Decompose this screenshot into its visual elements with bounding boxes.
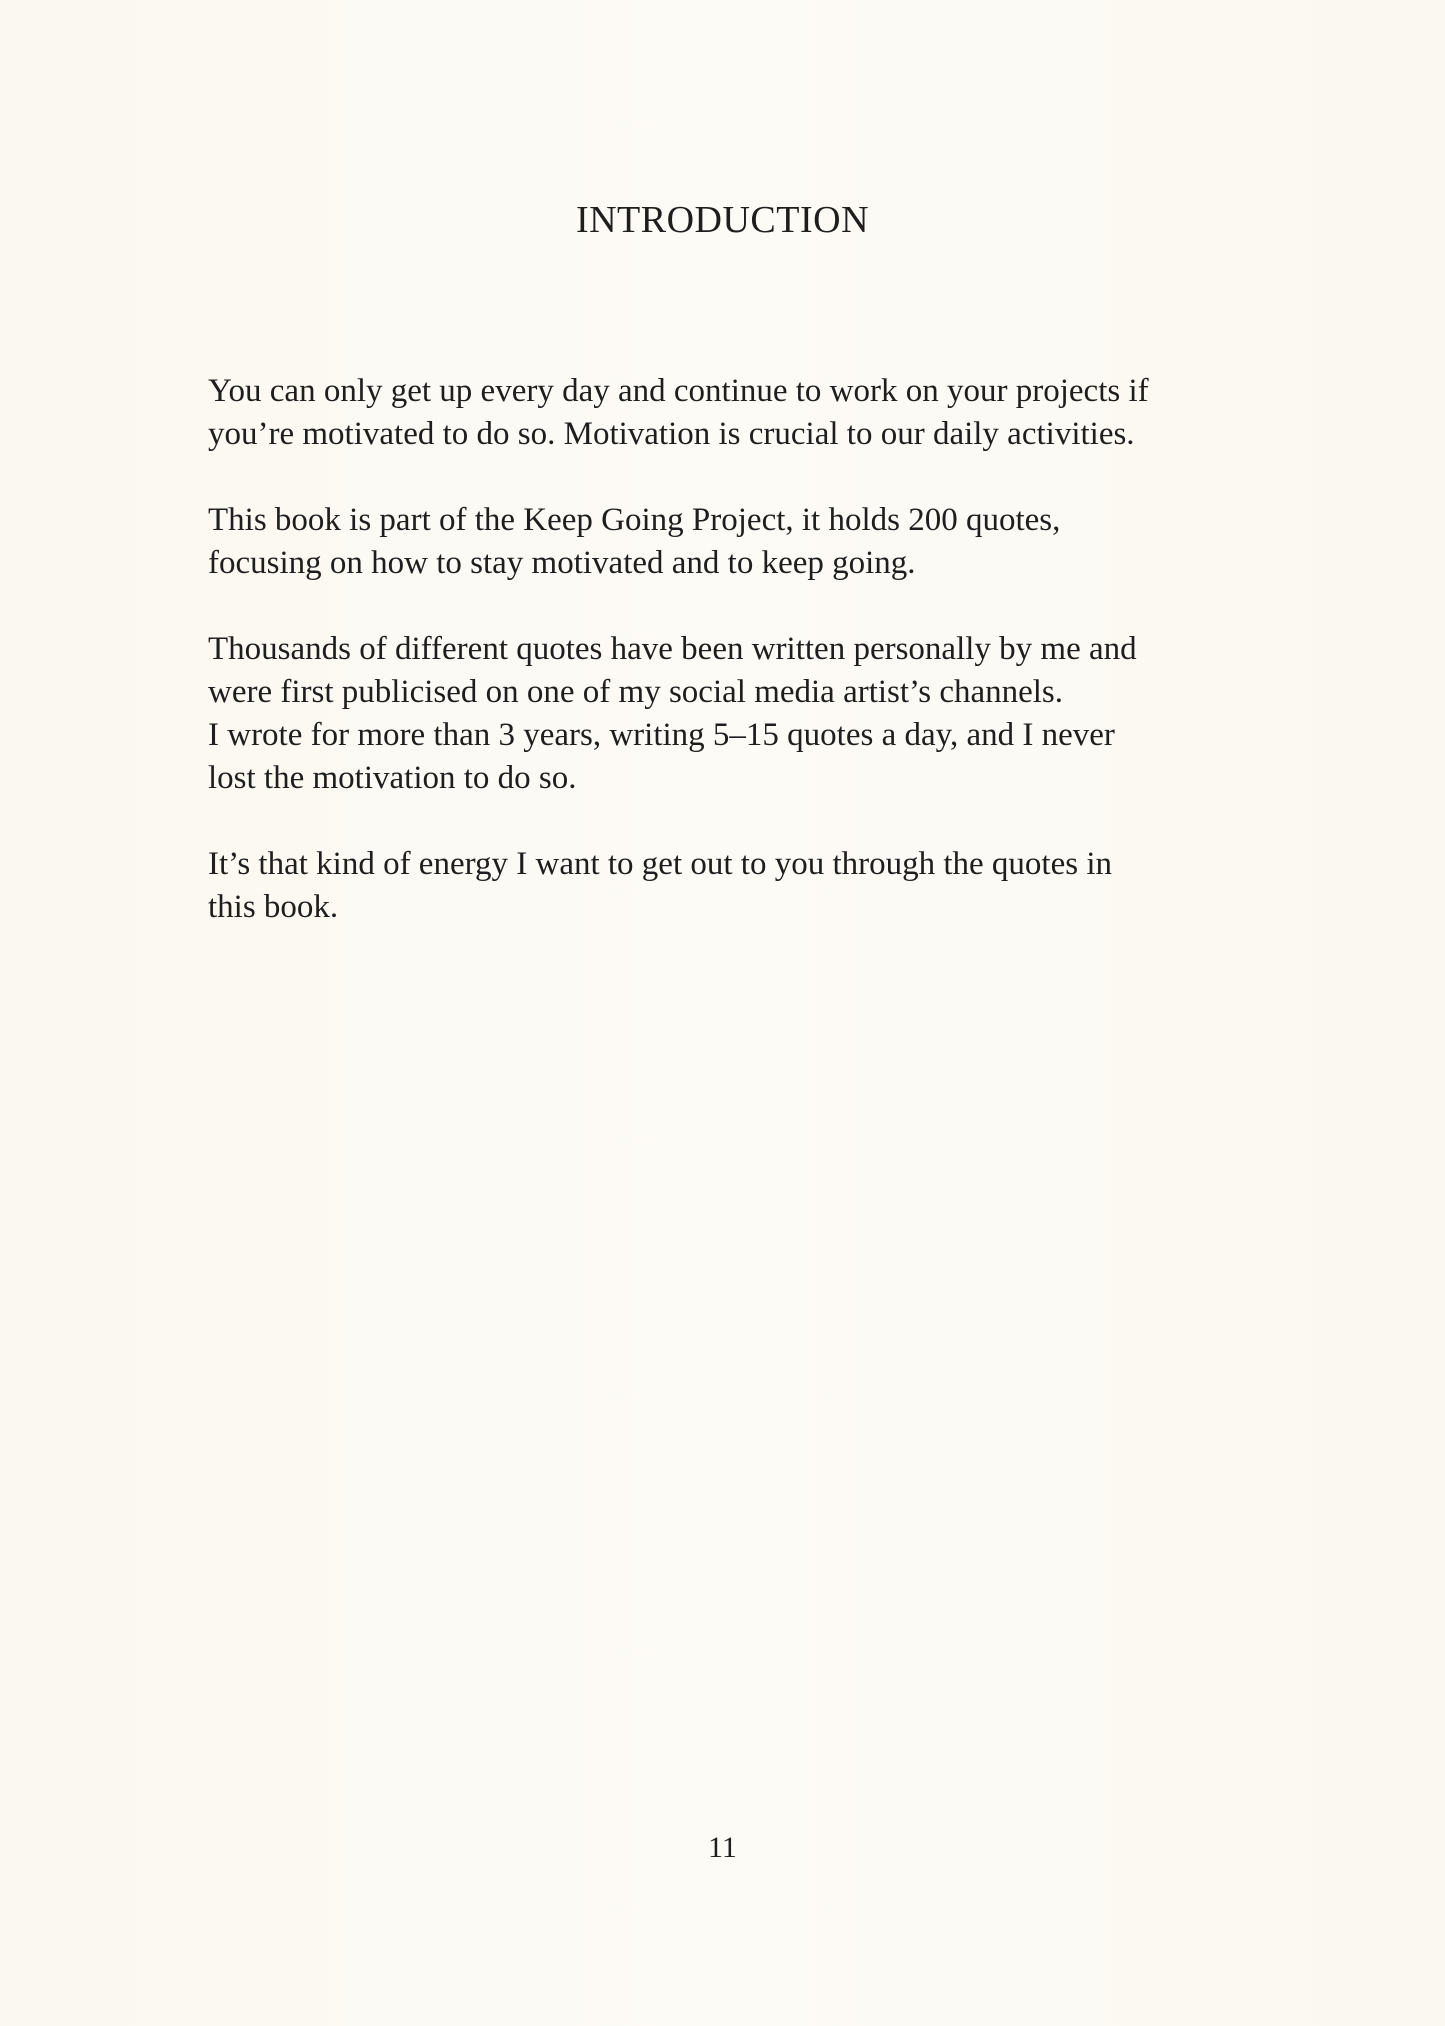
paragraph-3 [208, 628, 1248, 800]
text-line: focusing on how to stay motivated and to keep going. [208, 545, 916, 581]
paragraph-1 [208, 370, 1248, 456]
paragraph-2 [208, 499, 1248, 585]
text-line: This book is part of the Keep Going Project, it holds 200 quotes, [208, 502, 1061, 538]
text-line: you’re motivated to do so. Motivation is crucial to our daily activities. [208, 416, 1135, 452]
text-line: were first publicised on one of my social media artist’s channels. [208, 674, 1064, 710]
text-line: It’s that kind of energy I want to get out to you through the quotes in [208, 846, 1113, 882]
text-line: You can only get up every day and continue to work on your projects if [208, 373, 1149, 409]
text-line: lost the motivation to do so. [208, 760, 577, 796]
page-title: INTRODUCTION [575, 199, 870, 241]
text-line: I wrote for more than 3 years, writing 5–15 quotes a day, and I never [208, 717, 1115, 753]
page-number: 11 [708, 1831, 737, 1864]
body-text [208, 370, 1248, 972]
text-line: this book. [208, 889, 339, 925]
paragraph-4 [208, 843, 1248, 929]
text-line: Thousands of different quotes have been written personally by me and [208, 631, 1137, 667]
